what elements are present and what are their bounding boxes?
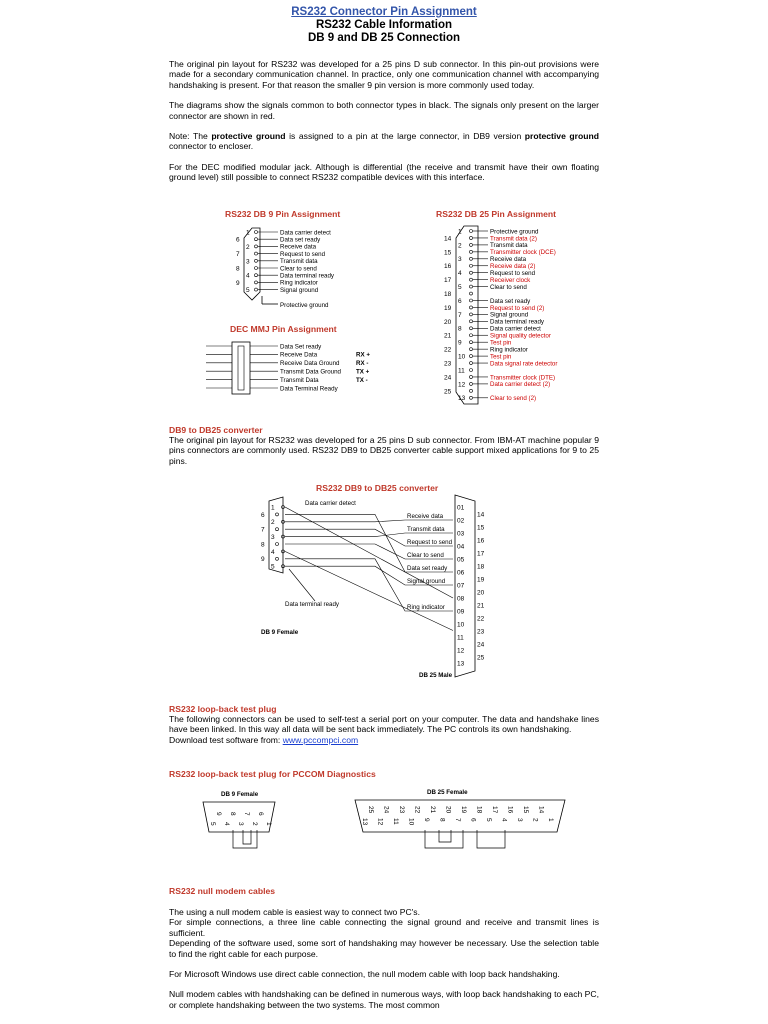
converter-db25-pin-number: 02 (457, 517, 465, 525)
db9-pin-label: Request to send (280, 250, 326, 258)
db25-pin-label: Data signal rate detector (490, 360, 558, 368)
db25-pin-number: 17 (444, 277, 452, 285)
nullmodem-paragraph-5: Null modem cables with handshaking can be defined in numerous ways, with loop back handshaking to each PC, or complete handshaking between the two systems. The most common (169, 989, 599, 1010)
nullmodem-heading: RS232 null modem cables (169, 886, 276, 896)
db25-pin-label: Receive data (2) (490, 263, 536, 271)
converter-db25-pin-number: 10 (457, 621, 465, 629)
db25-pin-label: Data set ready (490, 297, 531, 305)
converter-db25-pin-number: 17 (477, 550, 485, 558)
db25-pin-dot (470, 327, 473, 330)
converter-db25-pin-number: 07 (457, 582, 465, 590)
converter-db9-pin-number: 6 (261, 511, 265, 519)
db25-pin-label: Transmitter clock (DCE) (490, 249, 556, 257)
db25-pin-number: 13 (458, 395, 466, 403)
db25-pin-dot (470, 348, 473, 351)
db9-pin-number: 6 (236, 236, 240, 244)
db25-pin-label: Signal ground (490, 311, 529, 319)
db25-pin-diagram (434, 222, 604, 408)
converter-signal-label: Receive data (407, 513, 444, 520)
db25-pin-dot (470, 250, 473, 253)
db9-heading: RS232 DB 9 Pin Assignment (225, 209, 341, 219)
db25-pin-dot (470, 313, 473, 316)
dec-mmj-diagram (204, 338, 404, 398)
db25-pin-number: 1 (458, 228, 462, 236)
db25-pin-dot (470, 362, 473, 365)
pccom-db9-pin: 7 (243, 812, 250, 816)
dec-row-label: Receive Data Ground (280, 360, 340, 368)
converter-db9-pin-number: 1 (271, 504, 275, 512)
db25-pin-number: 6 (458, 297, 462, 305)
converter-db9-pin-number: 3 (271, 534, 275, 541)
db25-pin-number: 11 (458, 367, 465, 375)
loopback-heading: RS232 loop-back test plug (169, 704, 277, 714)
pccom-db25-pin: 25 (367, 806, 374, 814)
converter-signal-label: Signal ground (407, 578, 446, 585)
db9-pin-label: Signal ground (280, 286, 319, 294)
converter-db9-pin-dot (276, 543, 279, 546)
converter-dcd-label: Data carrier detect (305, 500, 356, 507)
dec-row-label: Data Terminal Ready (280, 385, 338, 393)
converter-signal-label: Clear to send (407, 552, 444, 559)
db25-pin-dot (470, 271, 473, 274)
nullmodem-text-block (169, 907, 599, 1010)
db25-pin-dot (470, 382, 473, 385)
pccom-db25-pin: 6 (469, 818, 477, 822)
pccom-diagram (195, 786, 615, 866)
db9-pin-number: 1 (246, 229, 250, 237)
db9-pin-dot (255, 252, 258, 255)
db25-pin-number: 2 (458, 242, 462, 250)
db25-pin-label: Data carrier detect (2) (490, 381, 551, 389)
db25-pin-number: 10 (458, 353, 466, 361)
pccom-db25-pin: 12 (376, 818, 384, 826)
db25-pin-label: Ring indicator (490, 346, 528, 354)
dec-row-label: Receive Data (280, 351, 318, 359)
pccom-db25-pin: 23 (398, 806, 405, 814)
db25-pin-number: 22 (444, 346, 452, 354)
converter-db25-pin-number: 22 (477, 615, 485, 623)
pccom-db25-pin: 10 (407, 818, 415, 826)
pccom-db25-pin: 17 (491, 806, 498, 814)
converter-db25-pin-number: 14 (477, 511, 485, 519)
db9-pin-number: 2 (246, 243, 250, 251)
converter-signal-label: Transmit data (407, 526, 445, 533)
converter-wire (285, 533, 453, 537)
db25-pin-label: Clear to send (2) (490, 395, 537, 403)
db25-pin-dot (470, 243, 473, 246)
pccompci-link[interactable]: www.pccompci.com (282, 734, 359, 745)
db25-pin-label: Receive data (490, 256, 527, 264)
pccom-db25-pin: 18 (475, 806, 483, 814)
pccom-db25-pin: 15 (522, 806, 529, 814)
page-subtitle-1: RS232 Cable Information (315, 19, 453, 31)
converter-signal-label: Ring indicator (407, 604, 445, 611)
pccom-db9-pin: 3 (237, 822, 244, 826)
converter-db25-pin-number: 21 (477, 602, 485, 610)
db25-pin-label: Data carrier detect (490, 325, 541, 333)
db25-pin-dot (470, 396, 473, 399)
db25-pin-label: Request to send (2) (490, 304, 545, 312)
db25-pin-dot (470, 230, 473, 233)
db25-pin-dot (470, 389, 473, 392)
pccom-db25-pin: 9 (423, 818, 430, 822)
converter-db9-label: DB 9 Female (261, 629, 299, 636)
db9-pin-dot (255, 238, 258, 241)
pccom-db25-pin: 14 (537, 806, 545, 814)
converter-heading: DB9 to DB25 converter (169, 425, 263, 435)
converter-db25-pin-number: 16 (477, 537, 485, 545)
dec-row-label: Transmit Data Ground (280, 368, 341, 376)
pccom-heading: RS232 loop-back test plug for PCCOM Diagnostics (169, 769, 376, 779)
db9-pin-label: Data terminal ready (280, 272, 334, 280)
pccom-db25-pin: 11 (392, 818, 399, 825)
converter-db25-pin-number: 01 (457, 504, 465, 512)
db9-pin-dot (255, 267, 258, 270)
nullmodem-paragraph-1: The using a null modem cable is easiest way to connect two PC's. (169, 907, 420, 917)
db25-pin-number: 7 (458, 311, 462, 319)
converter-db25-pin-number: 20 (477, 589, 485, 597)
converter-db25-pin-number: 09 (457, 608, 465, 616)
pccom-db25-pin: 4 (500, 818, 508, 822)
converter-db9-pin-dot (276, 528, 279, 531)
page-title: RS232 Connector Pin Assignment (291, 6, 477, 18)
converter-signal-label: Data set ready (407, 565, 448, 572)
db25-pin-dot (470, 257, 473, 260)
pccom-db25-pin: 3 (516, 818, 523, 822)
pccom-db9-pin: 8 (229, 812, 236, 816)
db25-pin-number: 19 (444, 304, 452, 312)
db25-pin-label: Transmitter clock (DTE) (490, 374, 556, 382)
converter-diagram (255, 493, 515, 683)
db25-pin-dot (470, 299, 473, 302)
converter-db25-pin-number: 15 (477, 524, 485, 532)
db25-heading: RS232 DB 25 Pin Assignment (436, 209, 557, 219)
pccom-db9-pin: 2 (251, 822, 258, 826)
db9-ground-label: Protective ground (280, 302, 329, 309)
converter-db9-pin-number: 8 (261, 541, 265, 549)
converter-paragraph: The original pin layout for RS232 was developed for a 25 pins D sub connector. From IBM-AT machine popular 9 pins connectors are commonly used. RS232 DB9 to DB25 converter cable support mixed applications for 9 to 25 pins. (169, 435, 599, 466)
nullmodem-paragraph-4: For Microsoft Windows use direct cable connection, the null modem cable with loop back handshaking. (169, 969, 560, 980)
converter-db25-pin-number: 12 (457, 647, 465, 655)
db9-pin-label: Data carrier detect (280, 229, 331, 237)
db25-pin-number: 25 (444, 388, 452, 396)
db25-pin-label: Data terminal ready (490, 318, 544, 326)
converter-dtr-label: Data terminal ready (285, 601, 339, 608)
db9-pin-number: 3 (246, 258, 250, 266)
intro-paragraph-3: Note: The protective ground is assigned to a pin at the large connector, in DB9 version protective ground connector to encloser. (169, 131, 600, 152)
converter-db9-pin-number: 7 (261, 526, 265, 534)
pccom-db9-label: DB 9 Female (221, 791, 259, 798)
db25-pin-label: Test pin (490, 339, 512, 347)
converter-db9-pin-number: 4 (271, 548, 275, 556)
db25-pin-dot (470, 278, 473, 281)
db25-pin-dot (470, 264, 473, 267)
db25-pin-number: 20 (444, 318, 452, 326)
db25-pin-label: Signal quality detector (490, 332, 551, 340)
db25-pin-dot (470, 334, 473, 337)
pccom-db25-pin: 5 (485, 818, 492, 822)
converter-db25-pin-number: 04 (457, 543, 465, 551)
db9-pin-label: Data set ready (280, 236, 321, 244)
db9-pin-number: 9 (236, 279, 240, 287)
intro-section (169, 59, 599, 183)
dec-row-signal: RX + (356, 351, 370, 359)
db25-pin-number: 18 (444, 290, 452, 298)
db25-pin-label: Protective ground (490, 228, 539, 236)
converter-db25-pin-number: 19 (477, 576, 485, 584)
db9-pin-label: Ring indicator (280, 279, 318, 287)
converter-db25-pin-number: 08 (457, 595, 465, 603)
converter-db9-pin-number: 2 (271, 519, 275, 527)
pccom-db25-pin: 16 (506, 806, 514, 814)
pccom-db25-label: DB 25 Female (427, 789, 468, 796)
dec-row-signal: TX + (356, 368, 370, 376)
dec-row-signal: TX - (356, 376, 368, 384)
db9-pin-dot (255, 281, 258, 284)
converter-db25-label: DB 25 Male (419, 672, 453, 679)
db25-pin-dot (470, 375, 473, 378)
db9-pin-number: 4 (246, 272, 250, 280)
converter-db9-pin-dot (276, 557, 279, 560)
title-block (0, 6, 768, 45)
db9-pin-label: Transmit data (280, 258, 318, 266)
db25-pin-number: 8 (458, 325, 462, 333)
converter-db9-pin-number: 5 (271, 563, 275, 571)
pccom-db25-pin: 8 (438, 818, 446, 822)
db25-pin-label: Receiver clock (490, 276, 531, 284)
db9-pin-label: Clear to send (280, 265, 317, 273)
converter-db9-pin-dot (276, 513, 279, 516)
db25-pin-dot (470, 306, 473, 309)
db25-pin-number: 4 (458, 270, 462, 278)
loopback-text-block (169, 714, 599, 745)
pccom-db9-pin: 1 (265, 822, 272, 826)
intro-paragraph-1: The original pin layout for RS232 was developed for a 25 pins D sub connector. In this pin-out provisions were made for a secondary communication channel. In practice, only one communication channel with accompanying handshaking is present. For that reason the smaller 9 pin version is more commonly used today. (169, 59, 599, 90)
converter-db25-pin-number: 13 (457, 660, 465, 668)
db25-pin-label: Transmit data (2) (490, 235, 537, 243)
db9-pin-number: 8 (236, 265, 240, 273)
db9-pin-number: 5 (246, 287, 250, 295)
pccom-db25-pin: 1 (547, 818, 554, 822)
converter-signal-label: Request to send (407, 539, 453, 546)
db9-pin-number: 7 (236, 251, 240, 259)
intro-paragraph-2: The diagrams show the signals common to both connector types in black. The signals only present on the larger connector are shown in red. (169, 100, 599, 121)
page-subtitle-2: DB 9 and DB 25 Connection (307, 32, 461, 44)
intro-paragraph-4: For the DEC modified modular jack. Although is differential (the receive and transmit have their own floating ground level) still possible to connect RS232 compatible devices with this interface. (169, 161, 599, 183)
dec-heading: DEC MMJ Pin Assignment (230, 324, 337, 334)
db25-pin-label: Request to send (490, 270, 536, 277)
db25-pin-number: 23 (444, 360, 452, 368)
db9-pin-dot (255, 259, 258, 262)
db9-pin-dot (255, 274, 258, 277)
converter-diagram-title: RS232 DB9 to DB25 converter (316, 483, 439, 493)
db9-pin-dot (255, 288, 258, 291)
pccom-db25-pin: 19 (460, 806, 467, 814)
loopback-download: Download test software from: www.pccompci.com (169, 734, 359, 745)
pccom-db25-pin: 7 (454, 818, 461, 822)
converter-db25-pin-number: 03 (457, 530, 465, 538)
pccom-db9-pin: 4 (223, 822, 230, 826)
db25-pin-dot (470, 355, 473, 358)
db25-pin-number: 5 (458, 284, 462, 291)
converter-db25-pin-number: 18 (477, 563, 485, 571)
converter-text-block (169, 435, 599, 466)
db25-pin-number: 15 (444, 249, 452, 257)
db25-pin-label: Transmit data (490, 242, 528, 250)
pccom-db25-pin: 20 (444, 806, 452, 814)
db25-pin-dot (470, 320, 473, 323)
loopback-paragraph: The following connectors can be used to self-test a serial port on your computer. The data and handshake lines have been linked. In this way all data will be sent back immediately. The PC controls its own handshaking. (169, 714, 599, 735)
db25-pin-label: Test pin (490, 353, 512, 361)
db25-pin-number: 12 (458, 381, 466, 389)
pccom-db25-pin: 13 (361, 818, 368, 826)
pccom-db9-pin: 5 (209, 822, 216, 826)
db25-pin-dot (470, 292, 473, 295)
dec-row-signal: RX - (356, 360, 369, 368)
db25-pin-number: 21 (444, 332, 452, 340)
db9-pin-diagram (230, 222, 380, 314)
db25-pin-dot (470, 236, 473, 239)
converter-db25-pin-number: 23 (477, 628, 485, 636)
db25-pin-number: 14 (444, 235, 452, 243)
db25-pin-number: 9 (458, 339, 462, 347)
db9-pin-label: Receive data (280, 243, 317, 251)
pccom-db9-pin: 6 (257, 812, 264, 816)
converter-wire (285, 551, 453, 630)
db25-pin-dot (470, 341, 473, 344)
pccom-db25-pin: 22 (413, 806, 421, 814)
db9-pin-dot (255, 231, 258, 234)
db9-pin-dot (255, 245, 258, 248)
converter-db9-pin-number: 9 (261, 556, 265, 564)
nullmodem-paragraph-2: For simple connections, a three line cable connecting the signal ground and receive and transmit lines is sufficient. (169, 917, 599, 938)
pccom-db9-pin: 9 (215, 812, 222, 816)
pccom-db25-pin: 21 (429, 806, 436, 814)
db25-pin-number: 24 (444, 374, 452, 382)
db25-pin-label: Clear to send (490, 283, 527, 291)
converter-db25-pin-number: 05 (457, 556, 465, 564)
converter-db25-pin-number: 06 (457, 569, 465, 577)
pccom-db25-pin: 2 (531, 818, 539, 822)
converter-db25-pin-number: 11 (457, 634, 464, 642)
converter-db25-pin-number: 24 (477, 641, 485, 649)
db25-pin-dot (470, 369, 473, 372)
db25-pin-number: 16 (444, 263, 452, 271)
db25-pin-dot (470, 285, 473, 288)
db25-pin-number: 3 (458, 256, 462, 264)
nullmodem-paragraph-3: Depending of the software used, some sort of handshaking may however be necessary. Use the selection table to find the right cable for each purpose. (169, 938, 599, 959)
pccom-db25-pin: 24 (382, 806, 390, 814)
dec-row-label: Transmit Data (280, 376, 319, 384)
converter-db25-pin-number: 25 (477, 654, 485, 662)
dec-row-label: Data Set ready (280, 343, 322, 351)
